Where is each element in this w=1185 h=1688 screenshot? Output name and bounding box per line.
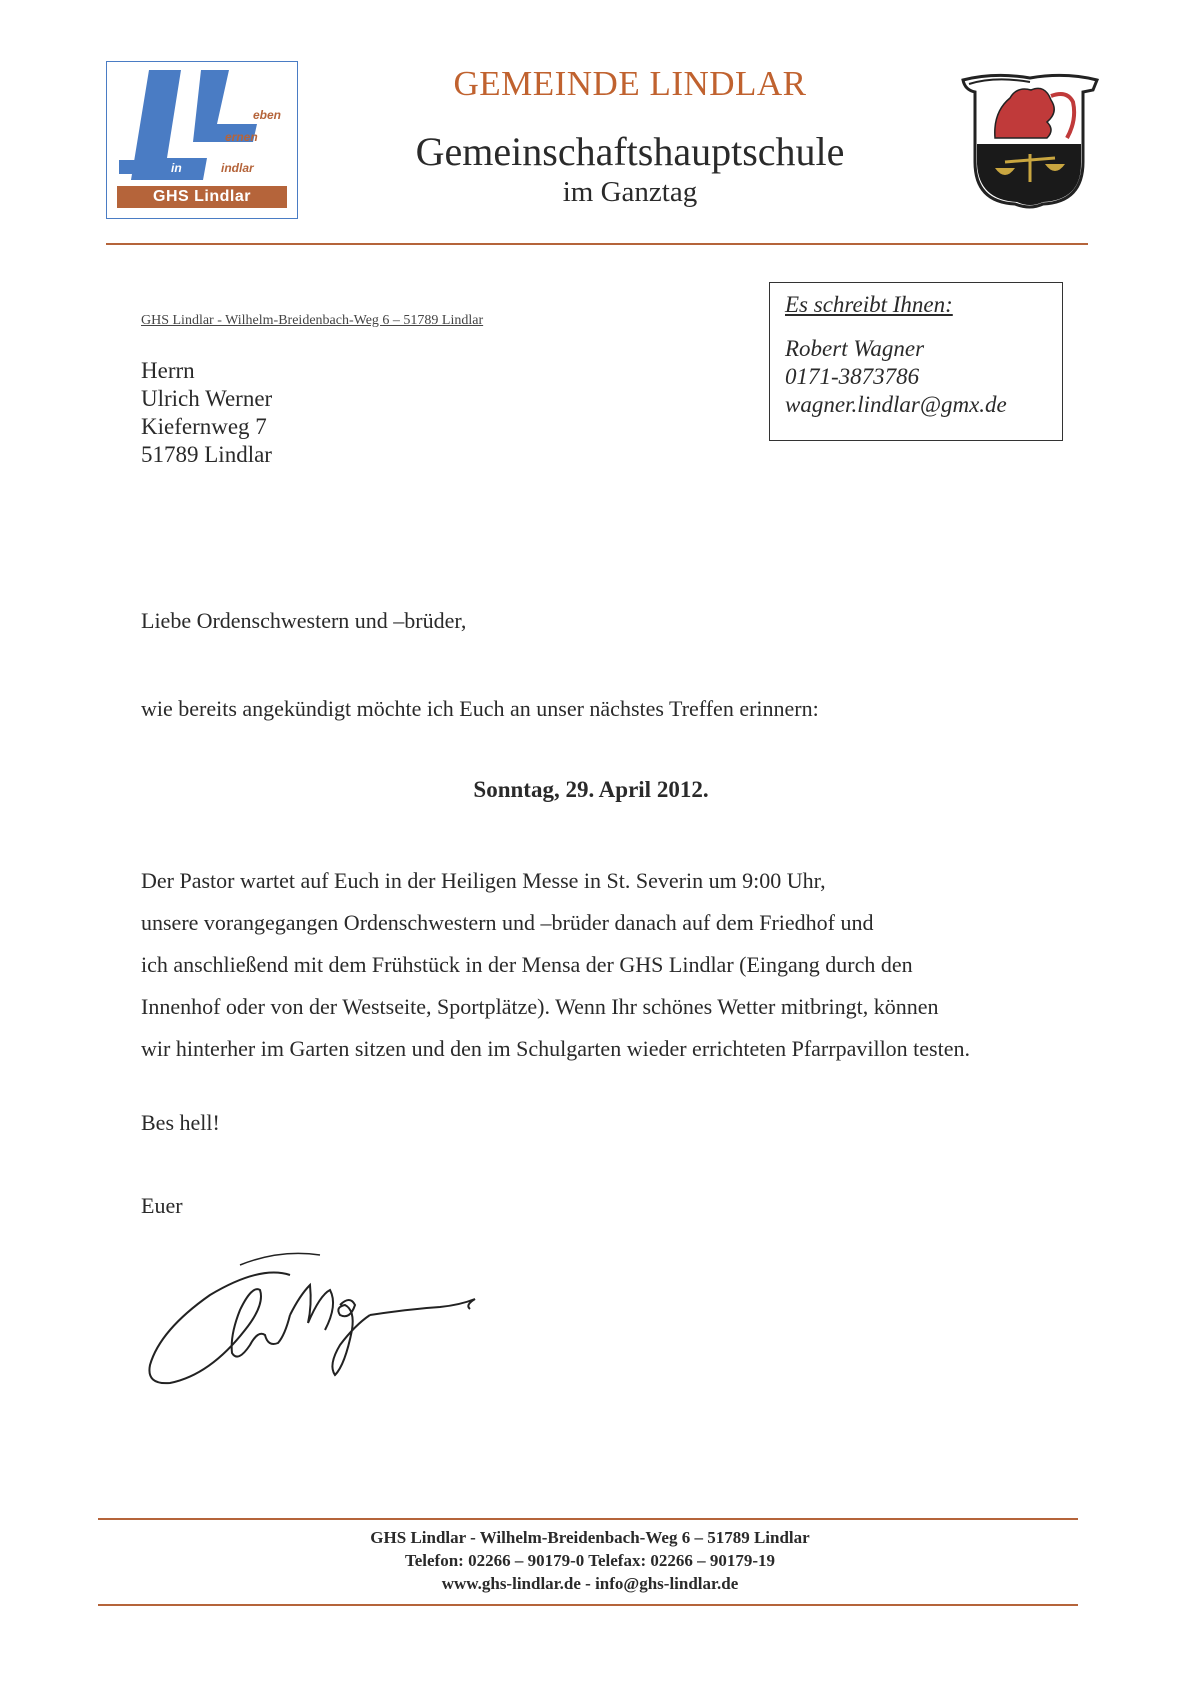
paragraph-line: ich anschließend mit dem Frühstück in der Mensa der GHS Lindlar (Eingang durch den (141, 952, 913, 977)
handwritten-signature (140, 1235, 510, 1395)
main-paragraph (141, 860, 1081, 1070)
closing: Bes hell! (141, 1110, 220, 1135)
sender-line: GHS Lindlar - Wilhelm-Breidenbach-Weg 6 – 51789 Lindlar (141, 313, 484, 328)
footer-divider-bottom (98, 1604, 1078, 1606)
logo-word-indlar: indlar (221, 161, 254, 175)
paragraph-line: Der Pastor wartet auf Euch in der Heiligen Messe in St. Severin um 9:00 Uhr, (141, 868, 826, 893)
contact-phone: 0171-3873786 (785, 364, 920, 389)
contact-name: Robert Wagner (785, 336, 925, 361)
footer-web: www.ghs-lindlar.de - info@ghs-lindlar.de (441, 1574, 739, 1593)
coat-of-arms-icon (955, 72, 1105, 212)
logo-word-ernen: ernen (225, 130, 258, 144)
recipient-line: Herrn (141, 358, 195, 383)
logo-banner: GHS Lindlar (117, 186, 287, 208)
intro-text: wie bereits angekündigt möchte ich Euch an unser nächstes Treffen erinnern: (141, 696, 819, 721)
meeting-date: Sonntag, 29. April 2012. (473, 777, 709, 802)
contact-box (769, 282, 1063, 441)
header-subtitle: im Ganztag (562, 176, 698, 208)
salutation: Liebe Ordenschwestern und –brüder, (141, 608, 467, 633)
recipient-address (141, 357, 272, 469)
header-school: Gemeinschaftshauptschule (415, 129, 845, 174)
logo-word-eben: eben (253, 108, 282, 122)
footer-phone: Telefon: 02266 – 90179-0 Telefax: 02266 – 90179-19 (404, 1551, 776, 1570)
recipient-line: Kiefernweg 7 (141, 414, 267, 439)
sign-off: Euer (141, 1193, 183, 1218)
recipient-line: Ulrich Werner (141, 386, 273, 411)
school-logo (106, 61, 298, 219)
logo-word-in: in (171, 161, 182, 175)
header-divider (106, 243, 1088, 245)
paragraph-line: wir hinterher im Garten sitzen und den im Schulgarten wieder errichteten Pfarrpavillon testen. (141, 1036, 970, 1061)
header-org: GEMEINDE LINDLAR (453, 64, 807, 103)
paragraph-line: Innenhof oder von der Westseite, Sportplätze). Wenn Ihr schönes Wetter mitbringt, können (141, 994, 939, 1019)
recipient-line: 51789 Lindlar (141, 442, 272, 467)
contact-email: wagner.lindlar@gmx.de (785, 392, 1007, 417)
contact-heading: Es schreibt Ihnen: (785, 292, 953, 317)
footer-divider-top (98, 1518, 1078, 1520)
paragraph-line: unsere vorangegangen Ordenschwestern und –brüder danach auf dem Friedhof und (141, 910, 874, 935)
footer (100, 1526, 1080, 1595)
footer-address: GHS Lindlar - Wilhelm-Breidenbach-Weg 6 – 51789 Lindlar (370, 1528, 810, 1547)
